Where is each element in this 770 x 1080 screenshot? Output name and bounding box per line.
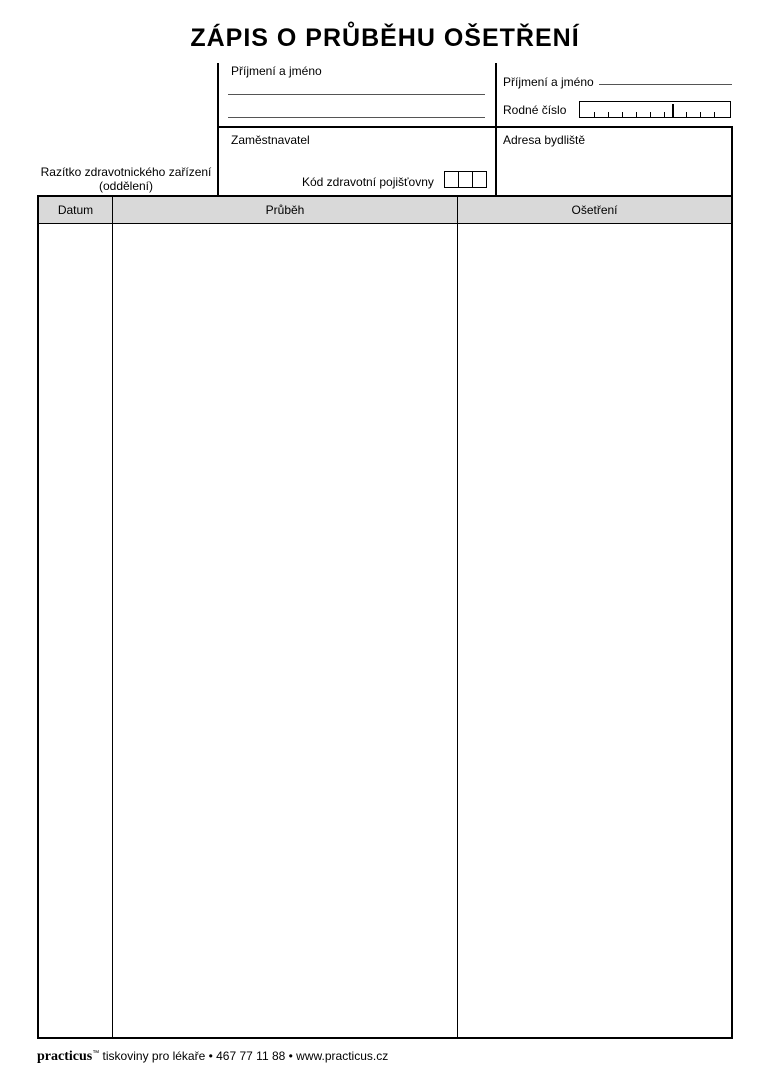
birth-number-tick (650, 112, 651, 117)
insurance-code-field[interactable] (444, 171, 487, 188)
stamp-label-line1: Razítko zdravotnického zařízení (40, 165, 212, 179)
patient-name-line-2[interactable] (228, 117, 485, 118)
patient-name-label-right: Příjmení a jméno (503, 75, 594, 89)
trademark-symbol: ™ (92, 1050, 100, 1057)
column-header-course: Průběh (265, 203, 305, 217)
stamp-label (38, 165, 214, 193)
table-header (39, 197, 731, 224)
birth-number-tick (714, 112, 715, 117)
divider-horizontal-header (217, 126, 733, 128)
divider-vertical-middle (495, 63, 497, 195)
form-title: ZÁPIS O PRŮBĚHU OŠETŘENÍ (190, 24, 580, 52)
brand-logo: practicus (37, 1049, 93, 1064)
divider-vertical-right (731, 127, 733, 195)
birth-number-tick (622, 112, 623, 117)
footer-text: tiskoviny pro lékaře • 467 77 11 88 • www.practicus.cz (99, 1049, 389, 1063)
insurance-code-cell[interactable] (459, 172, 473, 187)
birth-number-tick (664, 112, 665, 117)
birth-number-tick (608, 112, 609, 117)
column-header-treatment: Ošetření (571, 203, 618, 217)
column-header-date: Datum (57, 203, 94, 217)
employer-label: Zaměstnavatel (231, 133, 310, 147)
birth-number-tick (636, 112, 637, 117)
patient-name-right-line[interactable] (599, 84, 732, 85)
date-column-area[interactable] (39, 224, 112, 1037)
insurance-code-label: Kód zdravotní pojišťovny (302, 175, 434, 189)
course-column-area[interactable] (113, 224, 457, 1037)
birth-number-tick (594, 112, 595, 117)
birth-number-tick (700, 112, 701, 117)
divider-vertical-left (217, 63, 219, 195)
birth-number-label: Rodné číslo (503, 103, 567, 117)
birth-number-tick (686, 112, 687, 117)
insurance-code-cell[interactable] (473, 172, 486, 187)
address-label: Adresa bydliště (503, 133, 586, 147)
birth-number-field[interactable] (579, 101, 731, 118)
footer (37, 1049, 388, 1065)
insurance-code-cell[interactable] (445, 172, 459, 187)
birth-number-separator (672, 104, 674, 117)
treatment-column-area[interactable] (458, 224, 731, 1037)
treatment-table (37, 195, 733, 1039)
patient-name-label: Příjmení a jméno (231, 64, 322, 78)
patient-name-line-1[interactable] (228, 94, 485, 95)
stamp-label-line2: (oddělení) (98, 179, 154, 193)
